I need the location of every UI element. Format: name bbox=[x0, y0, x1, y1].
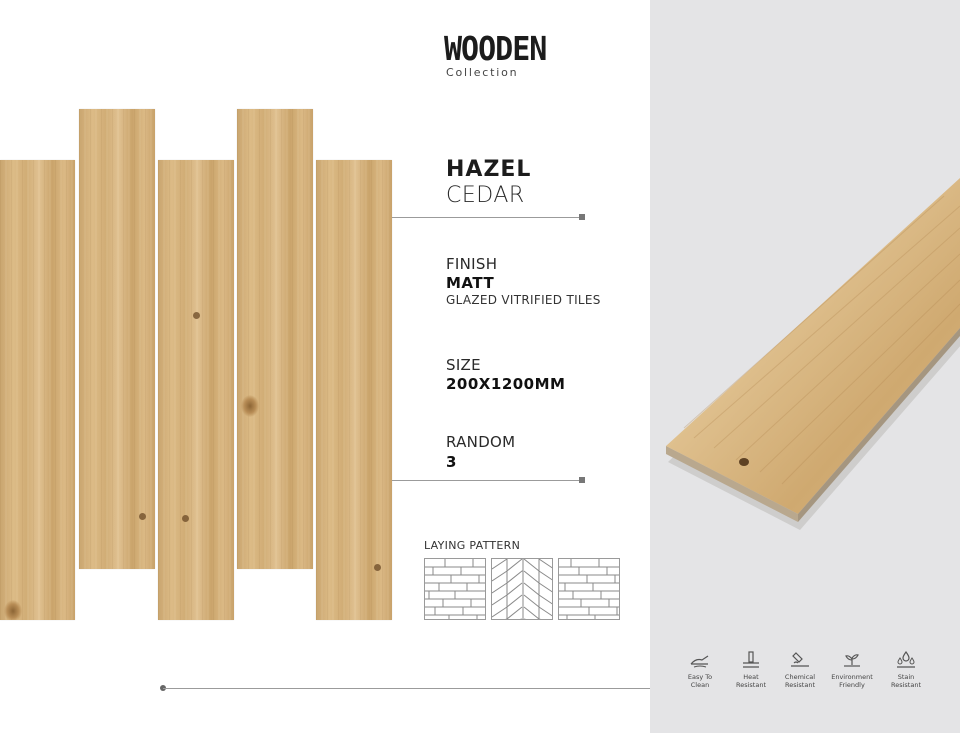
feature-label-line1: Stain bbox=[897, 673, 915, 681]
easy-to-clean-icon bbox=[688, 650, 712, 670]
chemical-resistant-icon bbox=[788, 650, 812, 670]
feature-label-line1: Heat bbox=[743, 673, 759, 681]
feature-label-line2: Resistant bbox=[784, 681, 815, 689]
finish-label: FINISH bbox=[446, 255, 498, 273]
feature-label-line2: Friendly bbox=[839, 681, 865, 689]
wood-plank bbox=[158, 160, 234, 620]
tile-product-image bbox=[664, 176, 960, 542]
wood-plank bbox=[79, 109, 155, 569]
feature-chemical-resistant bbox=[778, 650, 822, 689]
random-value: 3 bbox=[446, 453, 457, 471]
feature-environment-friendly bbox=[830, 650, 874, 689]
divider-end-marker bbox=[579, 477, 585, 483]
divider-line bbox=[392, 217, 582, 218]
feature-stain-resistant bbox=[884, 650, 928, 689]
product-name-line1: HAZEL bbox=[446, 157, 532, 182]
staggered-brick-icon bbox=[424, 558, 486, 620]
environment-friendly-icon bbox=[840, 650, 864, 670]
bottom-divider-line bbox=[163, 688, 650, 689]
feature-label-line1: Chemical bbox=[784, 673, 816, 681]
feature-label-line2: Resistant bbox=[735, 681, 766, 689]
feature-heat-resistant bbox=[729, 650, 773, 689]
divider-line bbox=[392, 480, 582, 481]
laying-pattern-label: LAYING PATTERN bbox=[424, 539, 521, 552]
finish-type: GLAZED VITRIFIED TILES bbox=[446, 293, 601, 307]
size-value: 200X1200MM bbox=[446, 375, 566, 393]
offset-stack-icon bbox=[558, 558, 620, 620]
product-name-line2: CEDAR bbox=[446, 183, 525, 208]
divider-end-marker bbox=[579, 214, 585, 220]
feature-label-line2: Resistant bbox=[890, 681, 921, 689]
heat-resistant-icon bbox=[739, 650, 763, 670]
herringbone-icon bbox=[491, 558, 553, 620]
brand-subtitle: Collection bbox=[446, 66, 519, 79]
feature-label-line2: Clean bbox=[690, 681, 710, 689]
random-label: RANDOM bbox=[446, 433, 516, 451]
brand-title: WOODEN bbox=[444, 30, 547, 69]
size-label: SIZE bbox=[446, 356, 481, 374]
feature-easy-to-clean bbox=[678, 650, 722, 689]
stain-resistant-icon bbox=[894, 650, 918, 670]
feature-label-line1: Easy To bbox=[687, 673, 713, 681]
finish-value: MATT bbox=[446, 274, 495, 292]
wood-plank bbox=[316, 160, 392, 620]
wood-plank bbox=[0, 160, 75, 620]
wood-plank bbox=[237, 109, 313, 569]
feature-label-line1: Environment bbox=[831, 673, 873, 681]
